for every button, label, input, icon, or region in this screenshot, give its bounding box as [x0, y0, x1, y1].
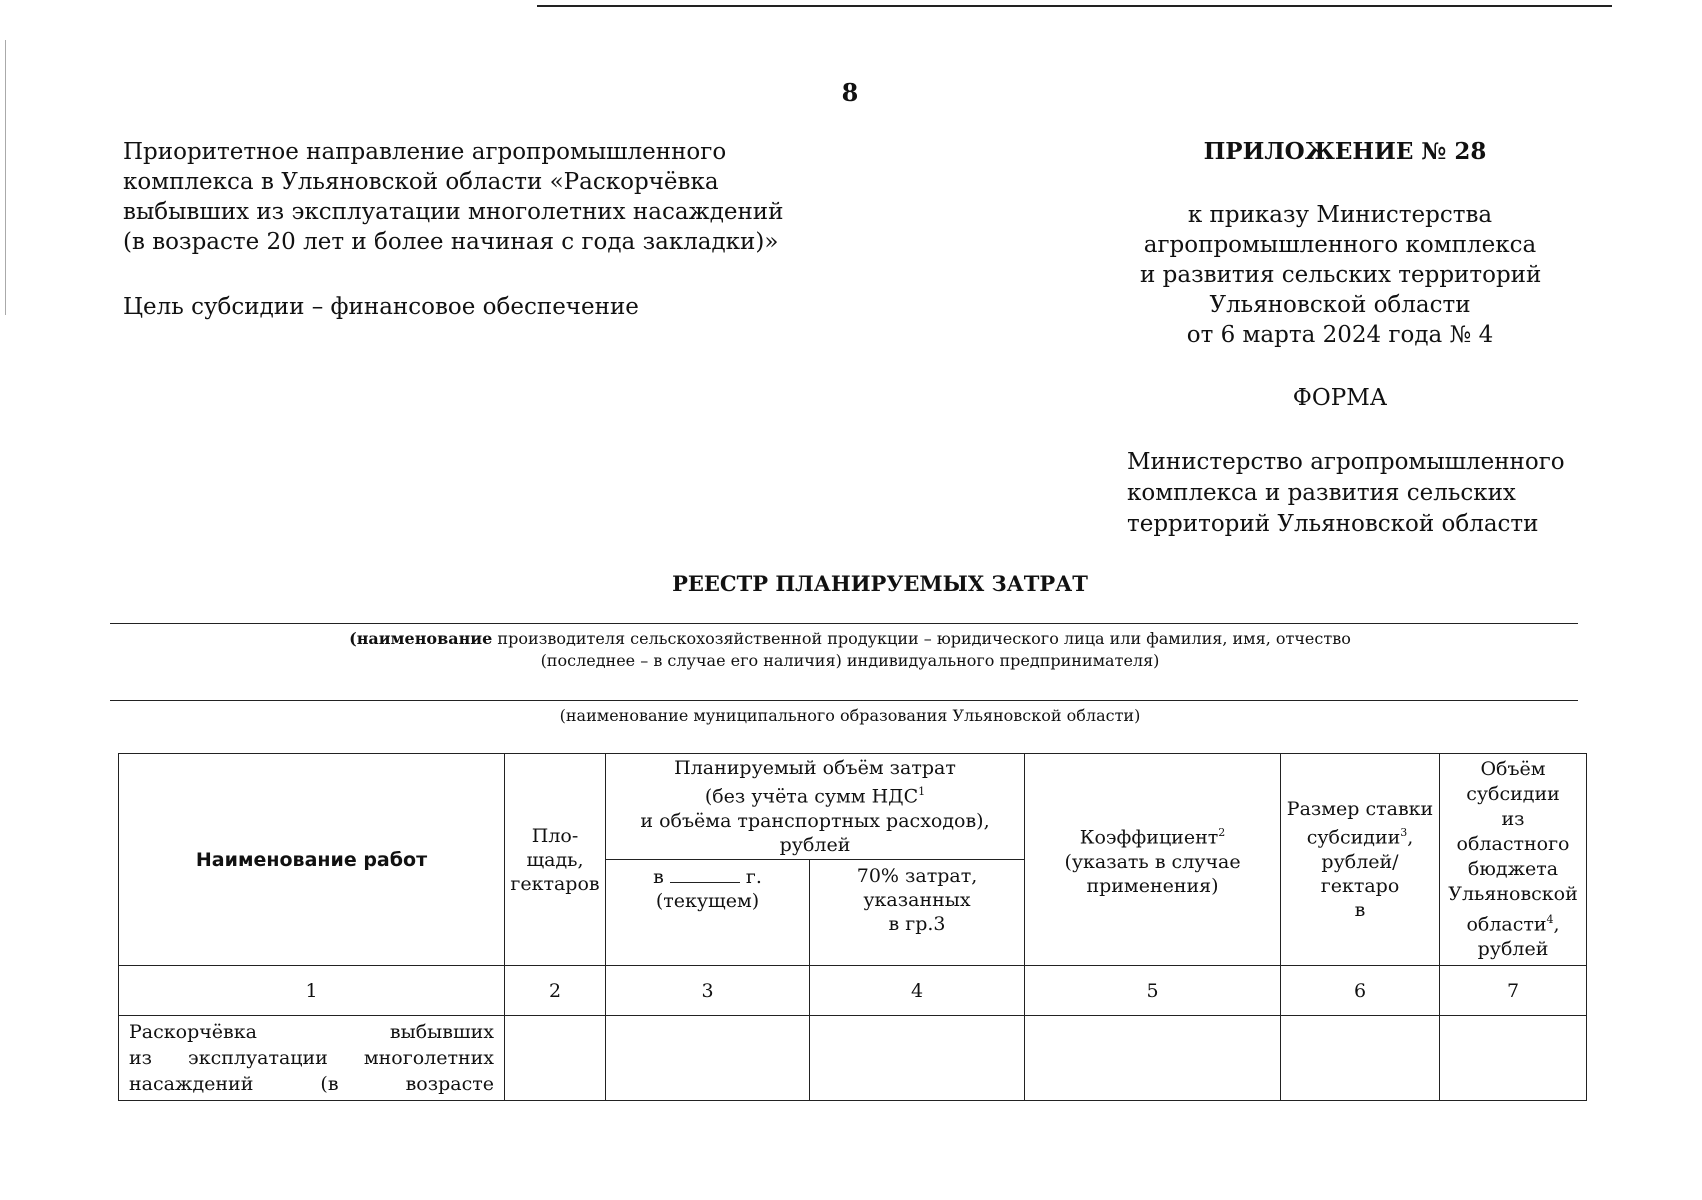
producer-hint-rest: производителя сельскохозяйственной продукции – юридического лица или фамилия, имя, отчество: [492, 629, 1351, 648]
header-area: Пло- щадь, гектаров: [505, 754, 606, 966]
ministry-addressee: [1127, 447, 1597, 540]
header-subsidy-rate: Размер ставки субсидии$^3$, рублей/гектаро в: [1281, 754, 1440, 966]
annex-line: к приказу Министерства: [1187, 202, 1493, 228]
municipality-line: [110, 700, 1578, 701]
header-row: [119, 754, 1587, 860]
header-subsidy-volume: Объём субсидии из областного бюджета Ульяновской области$^4$, рублей: [1440, 754, 1587, 966]
annex-reference: [1140, 200, 1540, 350]
subsidy-cell[interactable]: [1440, 1016, 1587, 1101]
ministry-line: комплекса и развития сельских: [1127, 480, 1516, 506]
work-name-cell: Раскорчёвка выбывших из эксплуатации многолетних насаждений (в возрасте: [119, 1016, 505, 1101]
ministry-line: Министерство агропромышленного: [1127, 449, 1565, 475]
registry-table: [118, 753, 1587, 1101]
area-cell[interactable]: [505, 1016, 606, 1101]
header-70-percent: 70% затрат, указанных в гр.3: [810, 860, 1025, 966]
current-cost-cell[interactable]: [606, 1016, 810, 1101]
form-label: ФОРМА: [1292, 385, 1388, 411]
header-work-name: Наименование работ: [119, 754, 505, 966]
annex-line: Ульяновской области: [1209, 292, 1471, 318]
priority-line: выбывших из эксплуатации многолетних насаждений: [123, 199, 784, 225]
column-number: 4: [810, 966, 1025, 1016]
seventy-percent-cell[interactable]: [810, 1016, 1025, 1101]
annex-line: от 6 марта 2024 года № 4: [1186, 322, 1494, 348]
coefficient-cell[interactable]: [1025, 1016, 1281, 1101]
producer-name-line: [110, 623, 1578, 624]
municipality-hint: (наименование муниципального образования Ульяновской области): [559, 706, 1141, 725]
priority-line: Приоритетное направление агропромышленного: [123, 139, 727, 165]
annex-line: и развития сельских территорий: [1140, 262, 1542, 288]
column-number: 7: [1440, 966, 1587, 1016]
column-number: 1: [119, 966, 505, 1016]
producer-hint-bold: (наименование: [349, 629, 493, 648]
subsidy-goal: Цель субсидии – финансовое обеспечение: [123, 294, 639, 320]
top-rule: [537, 5, 1612, 7]
page-number: 8: [841, 78, 859, 107]
rate-cell[interactable]: [1281, 1016, 1440, 1101]
producer-hint: [200, 628, 1500, 672]
priority-direction: [123, 137, 843, 257]
column-number: 6: [1281, 966, 1440, 1016]
header-planned-costs: Планируемый объём затрат (без учёта сумм НДС$^1$ и объёма транспортных расходов), рублей: [606, 754, 1025, 860]
column-number: 3: [606, 966, 810, 1016]
ministry-line: территорий Ульяновской области: [1127, 511, 1539, 537]
priority-line: (в возрасте 20 лет и более начиная с года закладки)»: [123, 229, 779, 255]
left-edge-mark: [5, 40, 6, 315]
column-number: 2: [505, 966, 606, 1016]
table-row: [119, 1016, 1587, 1101]
registry-title: РЕЕСТР ПЛАНИРУЕМЫХ ЗАТРАТ: [672, 571, 1088, 596]
priority-line: комплекса в Ульяновской области «Раскорчёвка: [123, 169, 719, 195]
annex-title: ПРИЛОЖЕНИЕ № 28: [1203, 138, 1487, 165]
producer-hint-line2: (последнее – в случае его наличия) индивидуального предпринимателя): [540, 651, 1160, 670]
header-current-year: в г. (текущем): [606, 860, 810, 966]
column-number: 5: [1025, 966, 1281, 1016]
year-blank: [670, 864, 740, 883]
annex-line: агропромышленного комплекса: [1143, 232, 1537, 258]
column-numbers-row: [119, 966, 1587, 1016]
header-coefficient: Коэффициент$^2$ (указать в случае применения): [1025, 754, 1281, 966]
